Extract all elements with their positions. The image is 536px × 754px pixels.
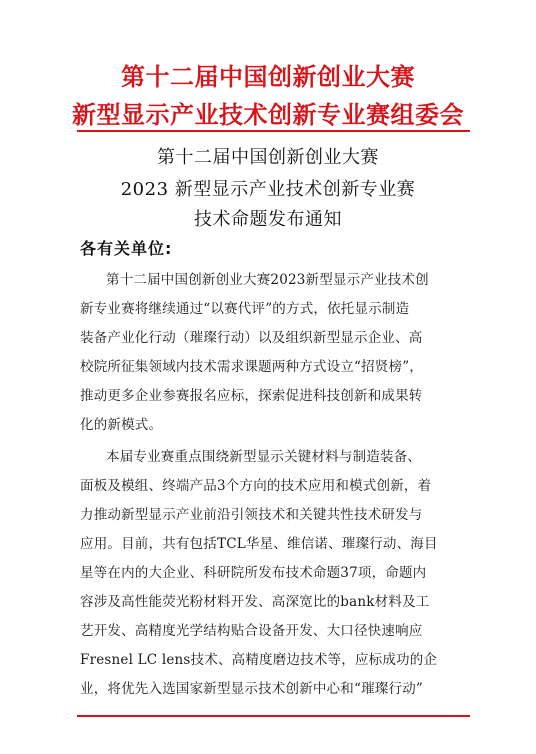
- body-line: 业，将优先入选国家新型显示技术创新中心和“璀璨行动”: [80, 681, 424, 697]
- body-line: 星等在内的大企业、科研院所发布技术命题37项，命题内: [80, 565, 427, 581]
- document-title-line2: 2023 新型显示产业技术创新专业赛: [120, 179, 416, 200]
- issuer-header-line1: 第十二届中国创新创业大赛: [121, 63, 415, 91]
- body-line: 应用。目前，共有包括TCL华星、维信诺、璀璨行动、海目: [80, 536, 438, 552]
- issuer-header-line2: 新型显示产业技术创新专业赛组委会: [72, 101, 464, 129]
- red-divider-bottom: [77, 715, 470, 717]
- body-line: 艺开发、高精度光学结构贴合设备开发、大口径快速响应: [80, 623, 423, 639]
- body-line: 装备产业化行动（璀璨行动）以及组织新型显示企业、高: [80, 330, 423, 346]
- document-title-line3: 技术命题发布通知: [194, 209, 342, 230]
- body-line: 面板及模组、终端产品3个方向的技术应用和模式创新，着: [80, 478, 432, 494]
- body-line: Fresnel LC lens技术、高精度磨边技术等，应标成功的企: [80, 652, 438, 668]
- body-line: 本届专业赛重点围绕新型显示关键材料与制造装备、: [106, 449, 422, 465]
- body-line: 容涉及高性能荧光粉材料开发、高深宽比的bank材料及工: [80, 594, 430, 610]
- body-line: 校院所征集领域内技术需求课题两种方式设立“招贤榜”，: [80, 359, 424, 375]
- salutation: 各有关单位:: [80, 239, 173, 258]
- body-line: 第十二届中国创新创业大赛2023新型显示产业技术创: [106, 272, 429, 288]
- body-line: 推动更多企业参赛报名应标，探索促进科技创新和成果转: [80, 388, 423, 404]
- body-line: 化的新模式。: [80, 417, 163, 433]
- document-title-line1: 第十二届中国创新创业大赛: [157, 147, 379, 168]
- red-divider-top: [77, 130, 470, 132]
- body-line: 力推动新型显示产业前沿引领技术和关键共性技术研发与: [80, 507, 423, 523]
- body-line: 新专业赛将继续通过“以赛代评”的方式，依托显示制造: [80, 301, 410, 317]
